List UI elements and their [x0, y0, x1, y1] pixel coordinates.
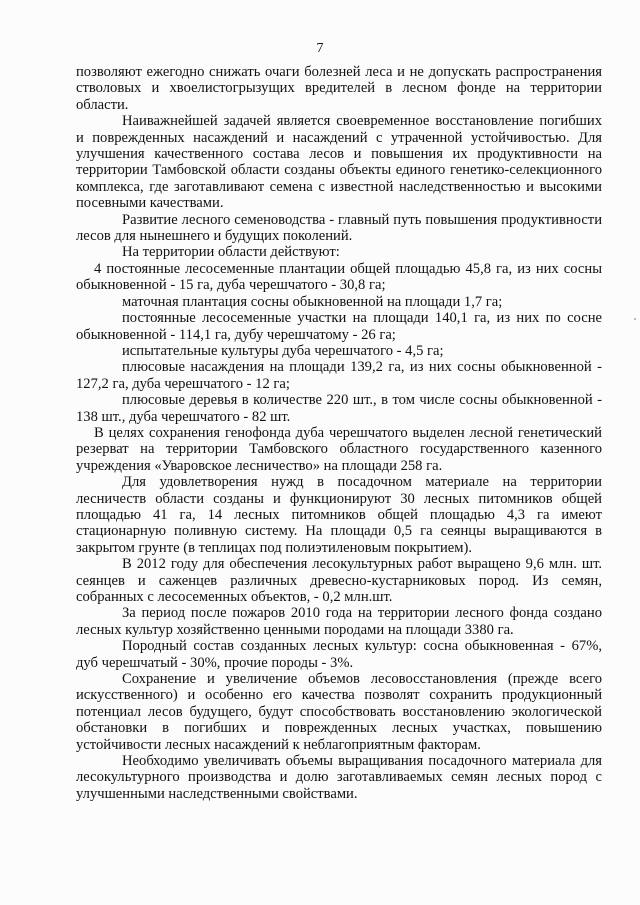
paragraph: Для удовлетворения нужд в посадочном материале на территории лесничеств области созданы и функционируют 30 лесных питомников общей площадью 41 га, 14 лесных питомников общей площадью 4,3 га имеют стационарную поливную систему. На площади 0,5 га сеянцы выращиваются в закрытом грунте (в теплицах под полиэтиленовым покрытием). [76, 474, 602, 556]
paragraph: позволяют ежегодно снижать очаги болезней леса и не допускать распространения стволовых и хвоелистогрызущих вредителей в лесном фонде на территории области. [76, 64, 602, 113]
paragraph: Наиважнейшей задачей является своевременное восстановление погибших и поврежденных насаждений и насаждений с утраченной устойчивостью. Для улучшения качественного состава лесов и повышения их продуктивности на территории Тамбовской области созданы объекты единого генетико-селекционного комплекса, где заготавливают семена с известной наследственностью и высокими посевными качествами. [76, 113, 602, 212]
paragraph: В 2012 году для обеспечения лесокультурных работ выращено 9,6 млн. шт. сеянцев и саженцев различных древесно-кустарниковых пород. Из семян, собранных с лесосеменных объектов, - 0,2 млн.шт. [76, 556, 602, 605]
document-body [76, 64, 602, 802]
list-item: маточная плантация сосны обыкновенной на площади 1,7 га; [122, 293, 503, 310]
paragraph: Развитие лесного семеноводства - главный путь повышения продуктивности лесов для нынешнего и будущих поколений. [76, 211, 602, 245]
list-item: испытательные культуры дуба черешчатого - 4,5 га; [122, 342, 444, 359]
list-item: плюсовые деревья в количестве 220 шт., в том числе сосны обыкновенной - 138 шт., дуба черешчатого - 82 шт. [76, 392, 602, 425]
paragraph: Сохранение и увеличение объемов лесовосстановления (прежде всего искусственного) и особенно его качества позволят сохранить продукционный потенциал лесов будущего, будут способствовать восстановлению экологической обстановки в погибших и поврежденных лесных участках, повышению устойчивости лесных насаждений к неблагоприятным факторам. [76, 671, 602, 753]
paragraph: За период после пожаров 2010 года на территории лесного фонда создано лесных культур хозяйственно ценными породами на площади 3380 га. [76, 605, 602, 638]
paragraph: Необходимо увеличивать объемы выращивания посадочного материала для лесокультурного производства и долю заготавливаемых семян лесных пород с улучшенными наследственными свойствами. [76, 753, 602, 802]
paragraph: В целях сохранения генофонда дуба черешчатого выделен лесной генетический резерват на территории Тамбовского областного государственного казенного учреждения «Уваровское лесничество» на площади 258 га. [76, 424, 602, 474]
list-item: постоянные лесосеменные участки на площади 140,1 га, из них по сосне обыкновенной - 114,1 га, дубу черешчатому - 26 га; [76, 310, 602, 343]
list-item: плюсовые насаждения на площади 139,2 га, из них сосны обыкновенной - 127,2 га, дуба черешчатого - 12 га; [76, 359, 602, 392]
list-item: 4 постоянные лесосеменные плантации общей площадью 45,8 га, из них сосны обыкновенной - 15 га, дуба черешчатого - 30,8 га; [76, 260, 602, 294]
paragraph: На территории области действуют: [122, 244, 340, 261]
paragraph: Породный состав созданных лесных культур: сосна обыкновенная - 67%, дуб черешчатый - 30%, прочие породы - 3%. [76, 638, 602, 671]
scan-speck [634, 318, 636, 320]
page-number: 7 [316, 41, 324, 56]
